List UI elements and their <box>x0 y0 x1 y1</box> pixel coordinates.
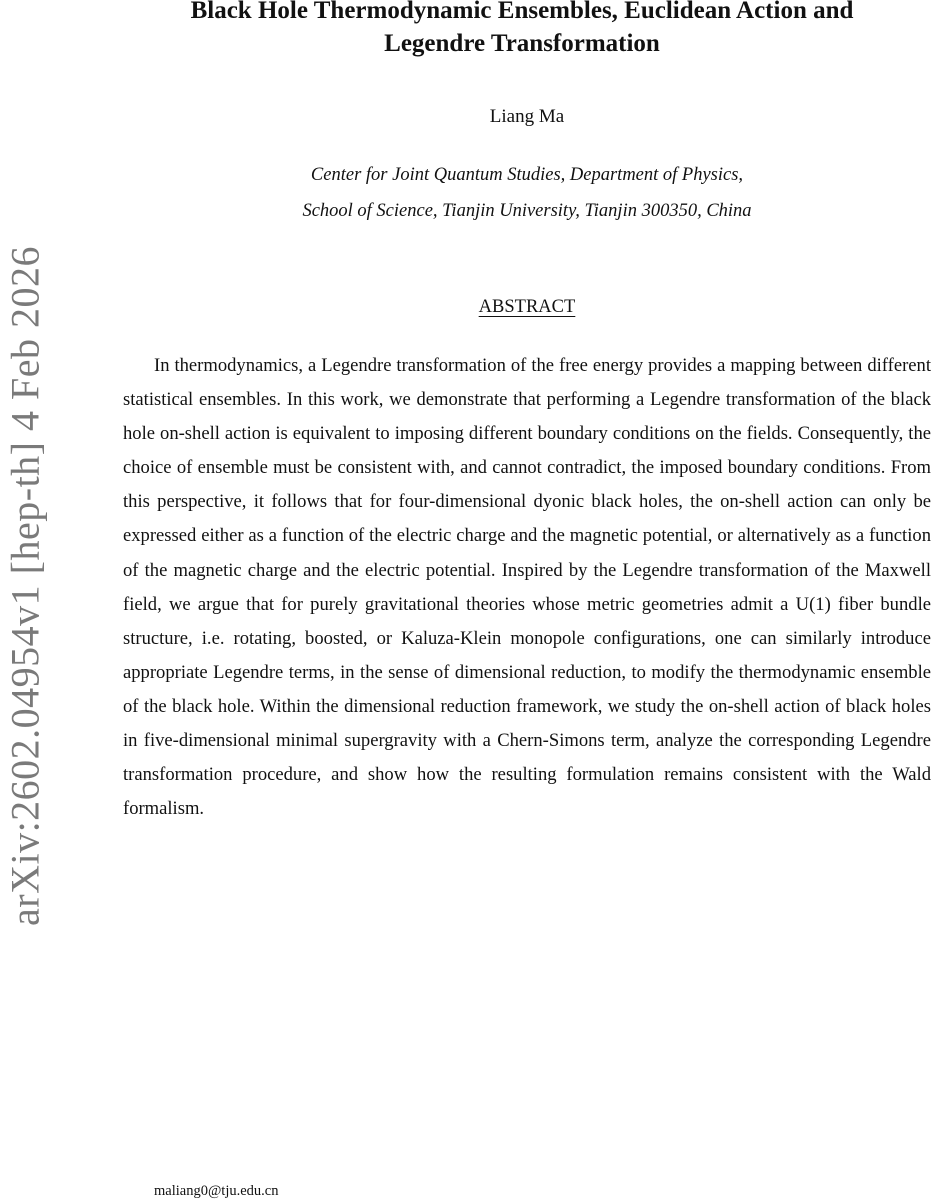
author-email-footnote: maliang0@tju.edu.cn <box>154 1183 279 1199</box>
abstract-text: In thermodynamics, a Legendre transformation of the free energy provides a mapping between different statistical ensembles. In this work, we demonstrate that performing a Legendre transformation of the black hole on-shell action is equivalent to imposing different boundary conditions on the fields. Consequently, the choice of ensemble must be consistent with, and cannot contradict, the imposed boundary conditions. From this perspective, it follows that for four-dimensional dyonic black holes, the on-shell action can only be expressed either as a function of the electric charge and the magnetic potential, or alternatively as a function of the magnetic charge and the electric potential. Inspired by the Legendre transformation of the Maxwell field, we argue that for purely gravitational theories whose metric geometries admit a U(1) fiber bundle structure, i.e. rotating, boosted, or Kaluza-Klein monopole configurations, one can similarly introduce appropriate Legendre terms, in the sense of dimensional reduction, to modify the thermodynamic ensemble of the black hole. Within the dimensional reduction framework, we study the on-shell action of black holes in five-dimensional minimal supergravity with a Chern-Simons term, analyze the corresponding Legendre transformation procedure, and show how the resulting formulation remains consistent with the Wald formalism. <box>123 355 931 820</box>
paper-title-line-2: Legendre Transformation <box>384 30 660 57</box>
affiliation-line-2: School of Science, Tianjin University, Tianjin 300350, China <box>302 201 752 221</box>
affiliation-line-1: Center for Joint Quantum Studies, Department of Physics, <box>310 165 744 185</box>
paper-title <box>112 0 931 60</box>
abstract-heading: ABSTRACT <box>478 297 576 317</box>
paper-title-line-1: Black Hole Thermodynamic Ensembles, Euclidean Action and <box>190 0 854 24</box>
author-name: Liang Ma <box>489 106 565 127</box>
arxiv-identifier-stamp: arXiv:2602.04954v1 [hep-th] 4 Feb 2026 <box>2 245 48 927</box>
author-affiliation <box>112 157 931 229</box>
